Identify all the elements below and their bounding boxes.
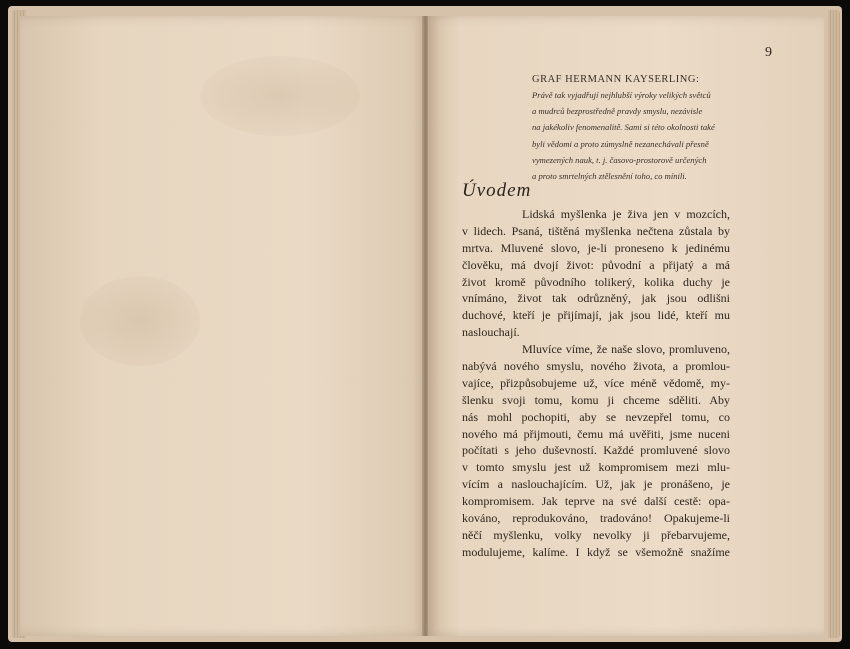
body-line: modulujeme, kalíme. I když se všemožně snažíme	[462, 544, 730, 559]
epigraph-line: a proto smrtelných ztělesnění toho, co mínili.	[532, 171, 687, 182]
body-line: mrtva. Mluvené slovo, je-li proneseno k jedinému	[462, 240, 730, 255]
body-line: v tomto smyslu jest už kompromisem mezi mlu-	[462, 460, 730, 475]
epigraph-line: byli vědomi a proto zúmyslně nezanechávali přesně	[532, 138, 709, 149]
body-line: člověku, má dvojí život: původní a přijatý a má	[462, 257, 730, 272]
epigraph	[532, 74, 732, 184]
body-line: něčí myšlenku, volky nevolky ji přebarvujeme,	[462, 527, 730, 542]
body-line: vajíce, přizpůsobujeme už, více méně vědomě, my-	[462, 375, 730, 390]
body-line: naslouchají.	[462, 325, 520, 340]
body-text	[462, 206, 730, 561]
left-page	[20, 16, 426, 636]
body-line: kompromisem. Jak teprve na své další cestě: opa-	[462, 494, 730, 509]
body-line: život kromě původního tolikerý, kolika duchy je	[462, 274, 730, 289]
body-line: nabývá nového smyslu, nového života, a promlou-	[462, 359, 730, 374]
body-line: počítati s jeho duševností. Každé promluvené slovo	[462, 443, 730, 458]
body-line: kováno, reprodukováno, tradováno! Opakujeme-li	[462, 511, 730, 526]
page-number: 9	[765, 45, 772, 60]
paper-stain	[80, 276, 200, 366]
body-line: nás mohl pochopiti, aby se nevzepřel tomu, co	[462, 409, 730, 424]
epigraph-line: na jakékoliv fenomenalitě. Sami si této okolnosti také	[532, 122, 715, 133]
body-line: šlenku svoji tomu, komu ji chceme sděliti. Aby	[462, 392, 730, 407]
epigraph-line: a mudrců bezprostředně pravdy smyslu, nezávisle	[532, 106, 703, 117]
body-line: duchové, kteří je přijímají, jak jsou lidé, kteří mu	[462, 308, 730, 323]
chapter-title: Úvodem	[462, 180, 532, 201]
body-line: Mluvíce víme, že naše slovo, promluveno,	[522, 342, 730, 357]
paper-stain	[200, 56, 360, 136]
body-line: vnímáno, život tak odrůzněný, jak jsou odlišni	[462, 291, 730, 306]
right-page-edges	[828, 10, 840, 638]
body-line: vícím a naslouchajícím. Už, jak je pronášeno, je	[462, 477, 730, 492]
epigraph-line: vymezených nauk, t. j. časovo-prostorově určených	[532, 154, 707, 165]
epigraph-line: Právě tak vyjadřují nejhlubší výroky velikých světců	[532, 90, 711, 100]
epigraph-author: GRAF HERMANN KAYSERLING:	[532, 74, 700, 85]
body-line: Lidská myšlenka je živa jen v mozcích,	[522, 207, 730, 221]
body-line: nového má přijmouti, čemu má uvěřiti, jsme nuceni	[462, 426, 730, 441]
body-line: v lidech. Psaná, tištěná myšlenka nečtena zůstala by	[462, 223, 730, 238]
